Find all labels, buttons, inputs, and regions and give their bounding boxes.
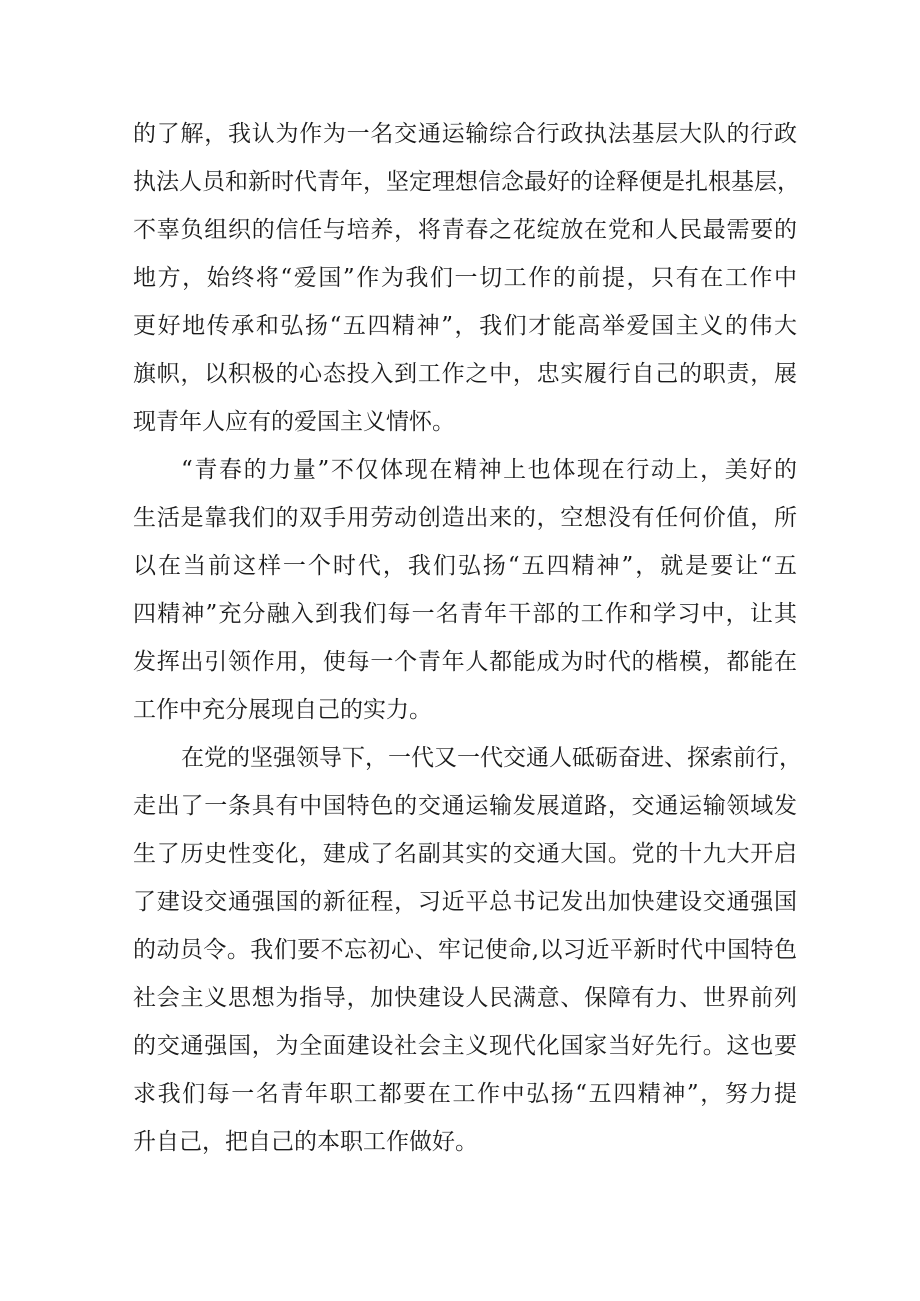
text-line: 不辜负组织的信任与培养，将青春之花绽放在党和人民最需要的 xyxy=(133,217,797,243)
text-line: 社会主义思想为指导，加快建设人民满意、保障有力、世界前列 xyxy=(133,985,797,1011)
text-line: 生活是靠我们的双手用劳动创造出来的，空想没有任何价值，所 xyxy=(133,505,797,531)
text-line: 发挥出引领作用，使每一个青年人都能成为时代的楷模，都能在 xyxy=(133,649,797,675)
text-line: 以在当前这样一个时代，我们弘扬“五四精神”，就是要让“五 xyxy=(133,553,797,579)
text-line: 生了历史性变化，建成了名副其实的交通大国。党的十九大开启 xyxy=(133,841,797,867)
paragraph-1 xyxy=(133,110,800,446)
text-line: 四精神”充分融入到我们每一名青年干部的工作和学习中，让其 xyxy=(133,601,797,627)
text-line: 的交通强国，为全面建设社会主义现代化国家当好先行。这也要 xyxy=(133,1033,797,1059)
paragraph-3 xyxy=(133,734,802,1166)
text-line: 执法人员和新时代青年，坚定理想信念最好的诠释便是扎根基层， xyxy=(133,169,800,195)
text-line: 的了解，我认为作为一名交通运输综合行政执法基层大队的行政 xyxy=(133,121,797,147)
text-line: 旗帜，以积极的心态投入到工作之中，忠实履行自己的职责，展 xyxy=(133,361,797,387)
text-line: 的动员令。我们要不忘初心、牢记使命,以习近平新时代中国特色 xyxy=(133,937,797,963)
text-line: 在党的坚强领导下，一代又一代交通人砥砺奋进、探索前行， xyxy=(181,745,802,771)
paragraph-2 xyxy=(133,446,797,734)
text-line: 求我们每一名青年职工都要在工作中弘扬“五四精神”，努力提 xyxy=(133,1081,797,1107)
text-line: 走出了一条具有中国特色的交通运输发展道路，交通运输领域发 xyxy=(133,793,797,819)
document-body xyxy=(133,110,802,1166)
text-line: 地方，始终将“爱国”作为我们一切工作的前提，只有在工作中 xyxy=(133,265,797,291)
text-line: 升自己，把自己的本职工作做好。 xyxy=(133,1129,478,1155)
text-line: 了建设交通强国的新征程，习近平总书记发出加快建设交通强国 xyxy=(133,889,797,915)
text-line: 现青年人应有的爱国主义情怀。 xyxy=(133,409,455,435)
text-line: 更好地传承和弘扬“五四精神”，我们才能高举爱国主义的伟大 xyxy=(133,313,797,339)
text-line: “青春的力量”不仅体现在精神上也体现在行动上，美好的 xyxy=(181,457,797,483)
text-line: 工作中充分展现自己的实力。 xyxy=(133,697,432,723)
